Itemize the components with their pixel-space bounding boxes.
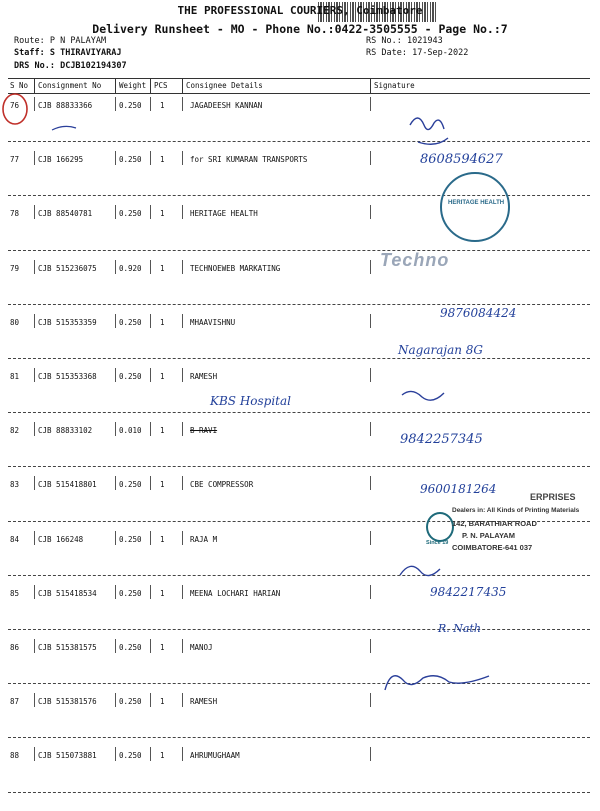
tick-mark: [52, 126, 76, 130]
row-sno: 84: [10, 534, 20, 544]
handwritten-phone-84: 9600181264: [420, 482, 497, 496]
enterprise-brand: ERPRISES: [530, 492, 576, 502]
row-consignment: CJB 166248: [38, 534, 84, 544]
heritage-stamp-text: HERITAGE HEALTH: [448, 200, 505, 206]
staff-label: Staff:: [14, 48, 45, 58]
runsheet-subtitle: Delivery Runsheet - MO - Phone No.:0422-3505555 - Page No.:7: [92, 22, 508, 36]
row-consignment: CJB 515073881: [38, 751, 97, 761]
row-consignment: CJB 88833366: [38, 101, 93, 110]
row-sno: 78: [10, 209, 20, 219]
row-consignee: HERITAGE HEALTH: [190, 209, 258, 219]
row-consignee: AHRUMUGHAAM: [190, 751, 240, 761]
row-sno: 82: [10, 426, 20, 436]
rs-no-value: 1021943: [406, 36, 443, 46]
row-weight: 0.250: [119, 534, 142, 544]
route-value: P N PALAYAM: [49, 36, 107, 46]
signature-88: [385, 676, 489, 690]
signature-82: [402, 391, 444, 400]
col-pcs: PCS: [154, 81, 168, 90]
row-pcs: 1: [160, 426, 165, 436]
drs-label: DRS No.:: [14, 61, 55, 71]
row-consignment: CJB 88833102: [38, 426, 93, 436]
row-weight: 0.250: [119, 697, 142, 707]
col-consignee: Consignee Details: [186, 81, 263, 90]
route-label: Route:: [14, 36, 45, 46]
row-sno: 80: [10, 317, 20, 327]
row-consignment: CJB 515381575: [38, 643, 97, 652]
row-sno: 81: [10, 372, 20, 381]
row-weight: 0.250: [119, 317, 142, 327]
enterprise-line4: COIMBATORE-641 037: [452, 543, 533, 552]
row-consignee: B RAVI: [190, 426, 218, 436]
row-weight: 0.010: [119, 426, 142, 436]
enterprise-line3: P. N. PALAYAM: [462, 531, 515, 540]
row-weight: 0.920: [119, 263, 142, 273]
row-pcs: 1: [160, 209, 165, 219]
row-pcs: 1: [160, 372, 165, 381]
rs-date-label: RS Date:: [366, 48, 407, 58]
handwritten-phone-77: 8608594627: [420, 152, 503, 167]
row-weight: 0.250: [119, 209, 142, 219]
company-title: THE PROFESSIONAL COURIERS, Coimbatore: [177, 4, 423, 17]
row-consignee: CBE COMPRESSOR: [190, 480, 254, 490]
row-sno: 83: [10, 480, 20, 490]
staff-value: S THIRAVIYARAJ: [49, 48, 122, 58]
row-pcs: 1: [160, 534, 165, 544]
row-pcs: 1: [160, 643, 165, 652]
row-pcs: 1: [160, 317, 165, 327]
row-consignee: RAMESH: [190, 697, 218, 707]
row-consignee: MHAAVISHNU: [190, 317, 236, 327]
row-sno: 79: [10, 263, 20, 273]
row-consignee: JAGADEESH KANNAN: [190, 101, 263, 110]
col-consignment: Consignment No: [38, 81, 102, 90]
row-consignee: MANOJ: [190, 643, 213, 652]
row-consignment: CJB 515418534: [38, 588, 97, 598]
row-consignee: TECHNOEWEB MARKATING: [190, 263, 281, 273]
heritage-stamp: [440, 172, 510, 242]
signature-76: [410, 118, 448, 144]
row-weight: 0.250: [119, 155, 142, 165]
row-weight: 0.250: [119, 372, 142, 381]
row-sno: 76: [10, 101, 20, 110]
row-sno: 77: [10, 155, 20, 165]
row-consignment: CJB 515353368: [38, 372, 97, 381]
row-pcs: 1: [160, 101, 165, 110]
row-consignee: RAJA M: [190, 534, 218, 544]
red-circle-mark: [3, 94, 27, 124]
row-weight: 0.250: [119, 588, 142, 598]
row-sno: 86: [10, 643, 20, 652]
row-consignment: CJB 515236075: [38, 263, 97, 273]
handwritten-note-82: KBS Hospital: [210, 394, 291, 408]
row-consignee: RAMESH: [190, 372, 218, 381]
handwritten-phone-80: 9876084424: [440, 306, 517, 320]
enterprise-logo: [426, 512, 454, 542]
row-weight: 0.250: [119, 751, 142, 761]
row-weight: 0.250: [119, 480, 142, 490]
signature-86: [400, 566, 440, 575]
row-pcs: 1: [160, 751, 165, 761]
row-weight: 0.250: [119, 643, 142, 652]
row-consignee: for SRI KUMARAN TRANSPORTS: [190, 155, 308, 165]
row-pcs: 1: [160, 155, 165, 165]
row-consignment: CJB 515353359: [38, 317, 97, 327]
row-consignment: CJB 166295: [38, 155, 84, 165]
row-consignment: CJB 515381576: [38, 697, 97, 707]
row-pcs: 1: [160, 480, 165, 490]
handwritten-phone-83: 9842257345: [400, 432, 483, 447]
enterprise-since: Since 19: [426, 540, 449, 546]
enterprise-line1: Dealers in: All Kinds of Printing Materials: [452, 507, 580, 514]
col-sno: S No: [10, 81, 29, 90]
handwritten-sign-87: R. Nath: [438, 622, 481, 635]
row-sno: 88: [10, 751, 20, 761]
row-sno: 85: [10, 588, 20, 598]
techno-stamp: Techno: [380, 250, 450, 270]
row-weight: 0.250: [119, 101, 142, 110]
col-weight: Weight: [119, 81, 147, 90]
row-pcs: 1: [160, 263, 165, 273]
row-sno: 87: [10, 697, 20, 707]
rs-no-label: RS No.:: [366, 36, 402, 46]
rs-date-value: 17-Sep-2022: [412, 48, 469, 58]
handwritten-note-81: Nagarajan 8G: [398, 343, 484, 357]
row-pcs: 1: [160, 697, 165, 707]
handwritten-phone-86: 9842217435: [430, 585, 507, 599]
row-consignment: CJB 515418801: [38, 480, 97, 490]
drs-value: DCJB102194307: [60, 61, 127, 71]
enterprise-line2: 142, BARATHIAR ROAD: [452, 519, 537, 528]
row-pcs: 1: [160, 588, 165, 598]
row-consignee: MEENA LOCHARI HARIAN: [190, 588, 281, 598]
col-signature: Signature: [374, 81, 415, 90]
row-consignment: CJB 88540781: [38, 209, 93, 219]
